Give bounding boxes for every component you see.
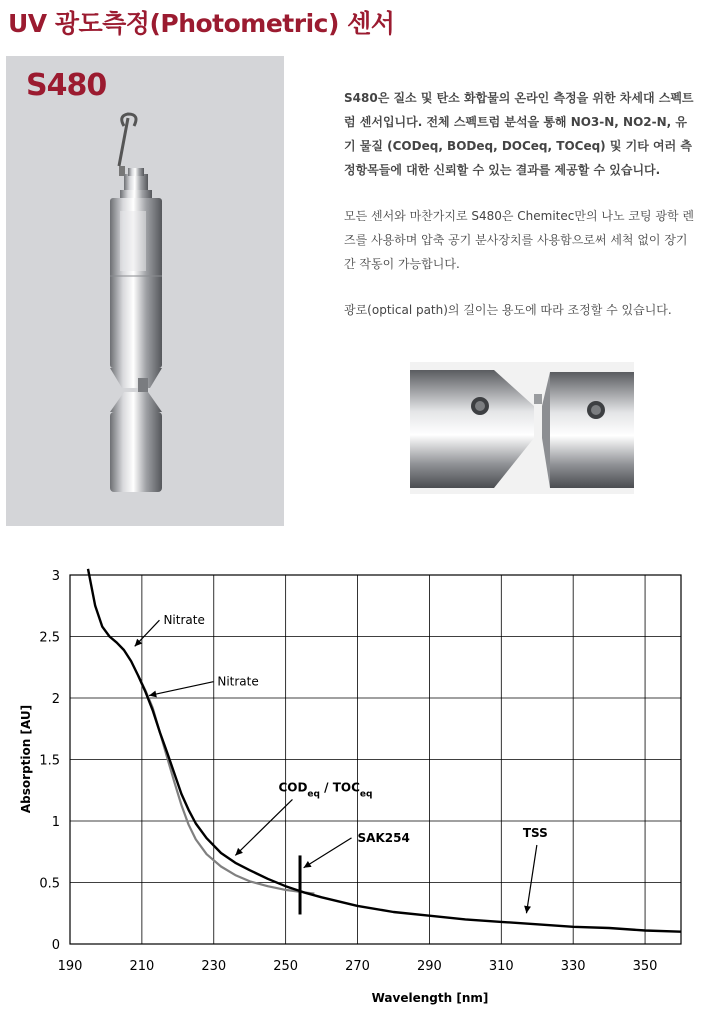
description-paragraph-3: 광로(optical path)의 길이는 용도에 따라 조정할 수 있습니다.	[344, 303, 672, 317]
model-name: S480	[26, 68, 107, 103]
description-paragraph-2: 모든 센서와 마찬가지로 S480은 Chemitec만의 나노 코팅 광학 렌즈를 사용하며 압축 공기 분사장치를 사용함으로써 세척 없이 장기간 작동이 가능합니다.	[344, 209, 694, 271]
sensor-photo	[6, 56, 284, 526]
y-tick-label: 1	[51, 815, 60, 830]
y-tick-label: 3	[51, 569, 60, 584]
chart-annotations	[135, 613, 548, 913]
y-tick-label: 2.5	[39, 630, 60, 646]
page-title: UV 광도측정(Photometric) 센서	[8, 9, 395, 38]
y-tick-label: 0	[51, 938, 60, 953]
x-tick-label: 250	[273, 959, 299, 974]
annotation-arrowhead	[304, 861, 312, 868]
annotation-arrow	[149, 682, 213, 696]
x-tick-label: 290	[416, 959, 442, 974]
absorption-spectrum-chart	[0, 560, 720, 1027]
x-tick-label: 190	[57, 959, 83, 974]
annotation-arrowhead	[149, 691, 157, 698]
sensor-photo-panel	[6, 56, 284, 526]
x-tick-label: 330	[560, 959, 586, 974]
annotation-arrow	[526, 845, 536, 913]
annotation-label: SAK254	[357, 830, 410, 845]
annotation-label: $COD_{eq} / TOC_{eq}$	[278, 780, 373, 800]
x-tick-label: 210	[129, 959, 155, 974]
y-axis-label: Absorption [AU]	[19, 704, 33, 814]
x-tick-label: 230	[201, 959, 227, 974]
y-tick-label: 0.5	[39, 876, 60, 892]
annotation-label: Nitrate	[163, 613, 205, 628]
annotation-arrow	[304, 838, 352, 868]
x-tick-label: 270	[345, 959, 370, 974]
annotation-label: TSS	[522, 825, 548, 840]
chart-grid	[70, 575, 681, 944]
annotation-arrow	[235, 799, 292, 855]
product-description	[344, 86, 694, 344]
y-tick-label: 2	[51, 692, 60, 707]
x-tick-label: 350	[632, 959, 658, 974]
annotation-arrowhead	[524, 906, 531, 914]
description-paragraph-1: S480은 질소 및 탄소 화합물의 온라인 측정을 위한 차세대 스펙트럼 센서입니다. 전체 스펙트럼 분석을 통해 NO3-N, NO2-N, 유기 물질 (CODeq, BODeq, DOCeq, TOCeq) 및 기타 여러 측정항목들에 대한 신뢰할 수 있는 결과를 제공할 수 있습니다.	[344, 91, 694, 177]
optical-lens-photo	[410, 362, 634, 494]
x-tick-label: 310	[488, 959, 514, 974]
x-axis-label: Wavelength [nm]	[371, 991, 489, 1005]
annotation-label: Nitrate	[217, 674, 259, 689]
y-tick-label: 1.5	[39, 753, 60, 769]
chart-ticks	[39, 569, 657, 974]
